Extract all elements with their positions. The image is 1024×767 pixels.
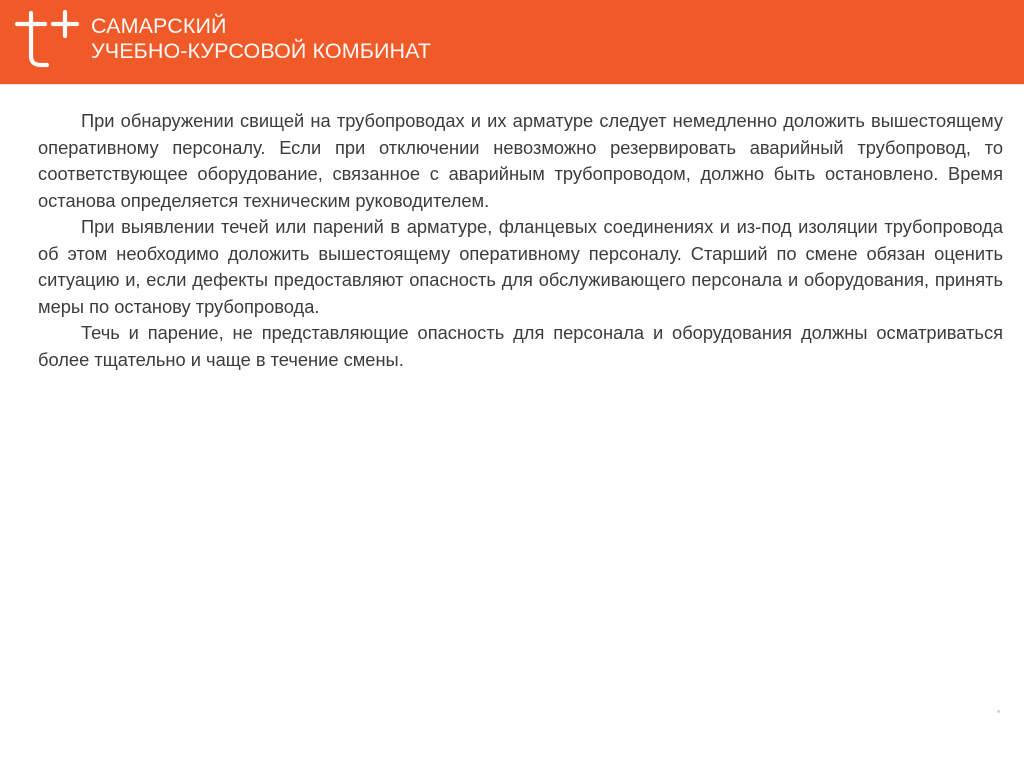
paragraph-3: Течь и парение, не представляющие опасность для персонала и оборудования должны осматриваться более тщательно и чаще в течение смены. bbox=[38, 322, 1003, 370]
brand-line-2: УЧЕБНО-КУРСОВОЙ КОМБИНАТ bbox=[91, 39, 432, 63]
header-banner bbox=[0, 0, 1024, 85]
content-text bbox=[38, 108, 1003, 373]
t-plus-logo-icon bbox=[14, 8, 80, 72]
decorative-dot bbox=[997, 710, 1000, 713]
paragraph-2: При выявлении течей или парений в арматуре, фланцевых соединениях и из-под изоляции трубопровода об этом необходимо доложить вышестоящему оперативному персоналу. Старший по смене обязан оценить ситуацию и, если дефекты предоставляют опасность для обслуживающего персонала и оборудования, принять меры по останову трубопровода. bbox=[38, 216, 1003, 317]
paragraph-1: При обнаружении свищей на трубопроводах и их арматуре следует немедленно доложить вышестоящему оперативному персоналу. Если при отключении невозможно резервировать аварийный трубопровод, то соответствующее оборудование, связанное с аварийным трубопроводом, должно быть остановлено. Время останова определяется техническим руководителем. bbox=[38, 110, 1003, 211]
brand-line-1: САМАРСКИЙ bbox=[91, 14, 227, 38]
brand-name bbox=[91, 14, 431, 64]
